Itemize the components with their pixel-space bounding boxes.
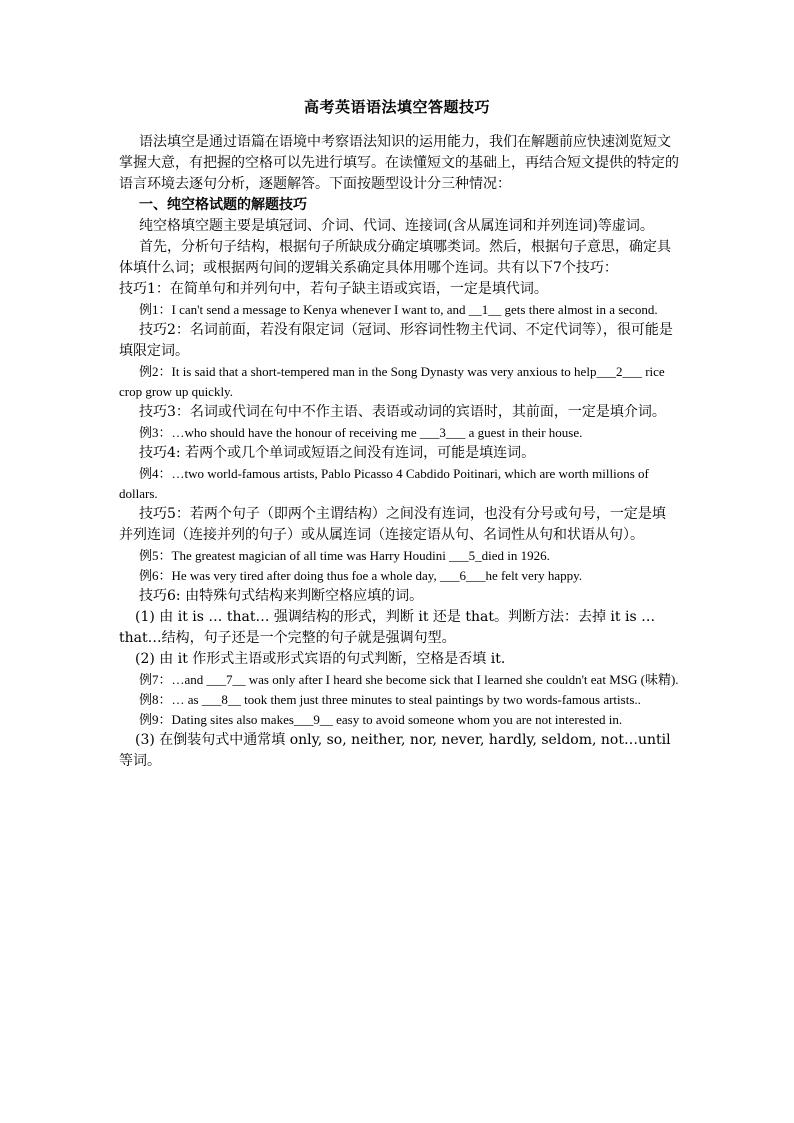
example-3: 例3：…who should have the honour of receiving me ___3___ a guest in their house.: [139, 425, 583, 440]
document-title: 高考英语语法填空答题技巧: [303, 98, 490, 116]
intro-paragraph: 语法填空是通过语篇在语境中考察语法知识的运用能力，我们在解题前应快速浏览短文掌握大意，有把握的空格可以先进行填写。在读懂短文的基础上，再结合短文提供的特定的语言环境去逐句分析，逐题解答。下面按题型设计分三种情况：: [119, 134, 679, 192]
example-8: 例8：… as ___8__ took them just three minutes to steal paintings by two words-famous artists..: [139, 692, 641, 707]
example-1: 例1：I can't send a message to Kenya whenever I want to, and __1__ gets there almost in a second.: [139, 302, 658, 317]
example-7: 例7：…and ___7__ was only after I heard she become sick that I learned she couldn't eat MSG (味精).: [139, 672, 679, 687]
example-4: 例4：…two world-famous artists, Pablo Picasso 4 Cabdido Poitinari, which are worth millions of dollars.: [119, 466, 649, 501]
paragraph-1: 纯空格填空题主要是填冠词、介词、代词、连接词(含从属连词和并列连词)等虚词。: [139, 218, 654, 234]
tip-3: 技巧3：名词或代词在句中不作主语、表语或动词的宾语时，其前面，一定是填介词。: [139, 404, 666, 420]
tip-2: 技巧2：名词前面，若没有限定词（冠词、形容词性物主代词、不定代词等），很可能是填限定词。: [119, 322, 673, 359]
tip-6-item-3: (3) 在倒装句式中通常填 only, so, neither, nor, never, hardly, seldom, not…until 等词。: [119, 732, 671, 769]
tip-6-item-2: (2) 由 it 作形式主语或形式宾语的句式判断，空格是否填 it.: [135, 651, 506, 667]
tip-6-item-1: (1) 由 it is … that… 强调结构的形式，判断 it 还是 that。判断方法：去掉 it is … that…结构，句子还是一个完整的句子就是强调句型。: [119, 609, 656, 646]
document-body: [119, 132, 679, 772]
example-9: 例9：Dating sites also makes___9__ easy to avoid someone whom you are not interested in.: [139, 712, 623, 727]
tip-6: 技巧6: 由特殊句式结构来判断空格应填的词。: [139, 588, 424, 604]
tip-4: 技巧4: 若两个或几个单词或短语之间没有连词，可能是填连词。: [139, 445, 536, 461]
example-6: 例6：He was very tired after doing thus foe a whole day, ___6___he felt very happy.: [139, 568, 583, 583]
section-heading: 一、纯空格试题的解题技巧: [139, 197, 307, 213]
example-5: 例5：The greatest magician of all time was Harry Houdini ___5_died in 1926.: [139, 548, 550, 563]
tip-5: 技巧5：若两个句子（即两个主谓结构）之间没有连词，也没有分号或句号，一定是填并列连词（连接并列的句子）或从属连词（连接定语从句、名词性从句和状语从句）。: [119, 506, 666, 543]
paragraph-2: 首先，分析句子结构，根据句子所缺成分确定填哪类词。然后，根据句子意思，确定具体填什么词；或根据两句间的逻辑关系确定具体用哪个连词。共有以下7个技巧：: [119, 239, 671, 276]
example-2: 例2：It is said that a short-tempered man in the Song Dynasty was very anxious to help___2___ rice crop grow up quickly.: [119, 364, 665, 399]
tip-1: 技巧1：在简单句和并列句中，若句子缺主语或宾语，一定是填代词。: [119, 281, 548, 297]
